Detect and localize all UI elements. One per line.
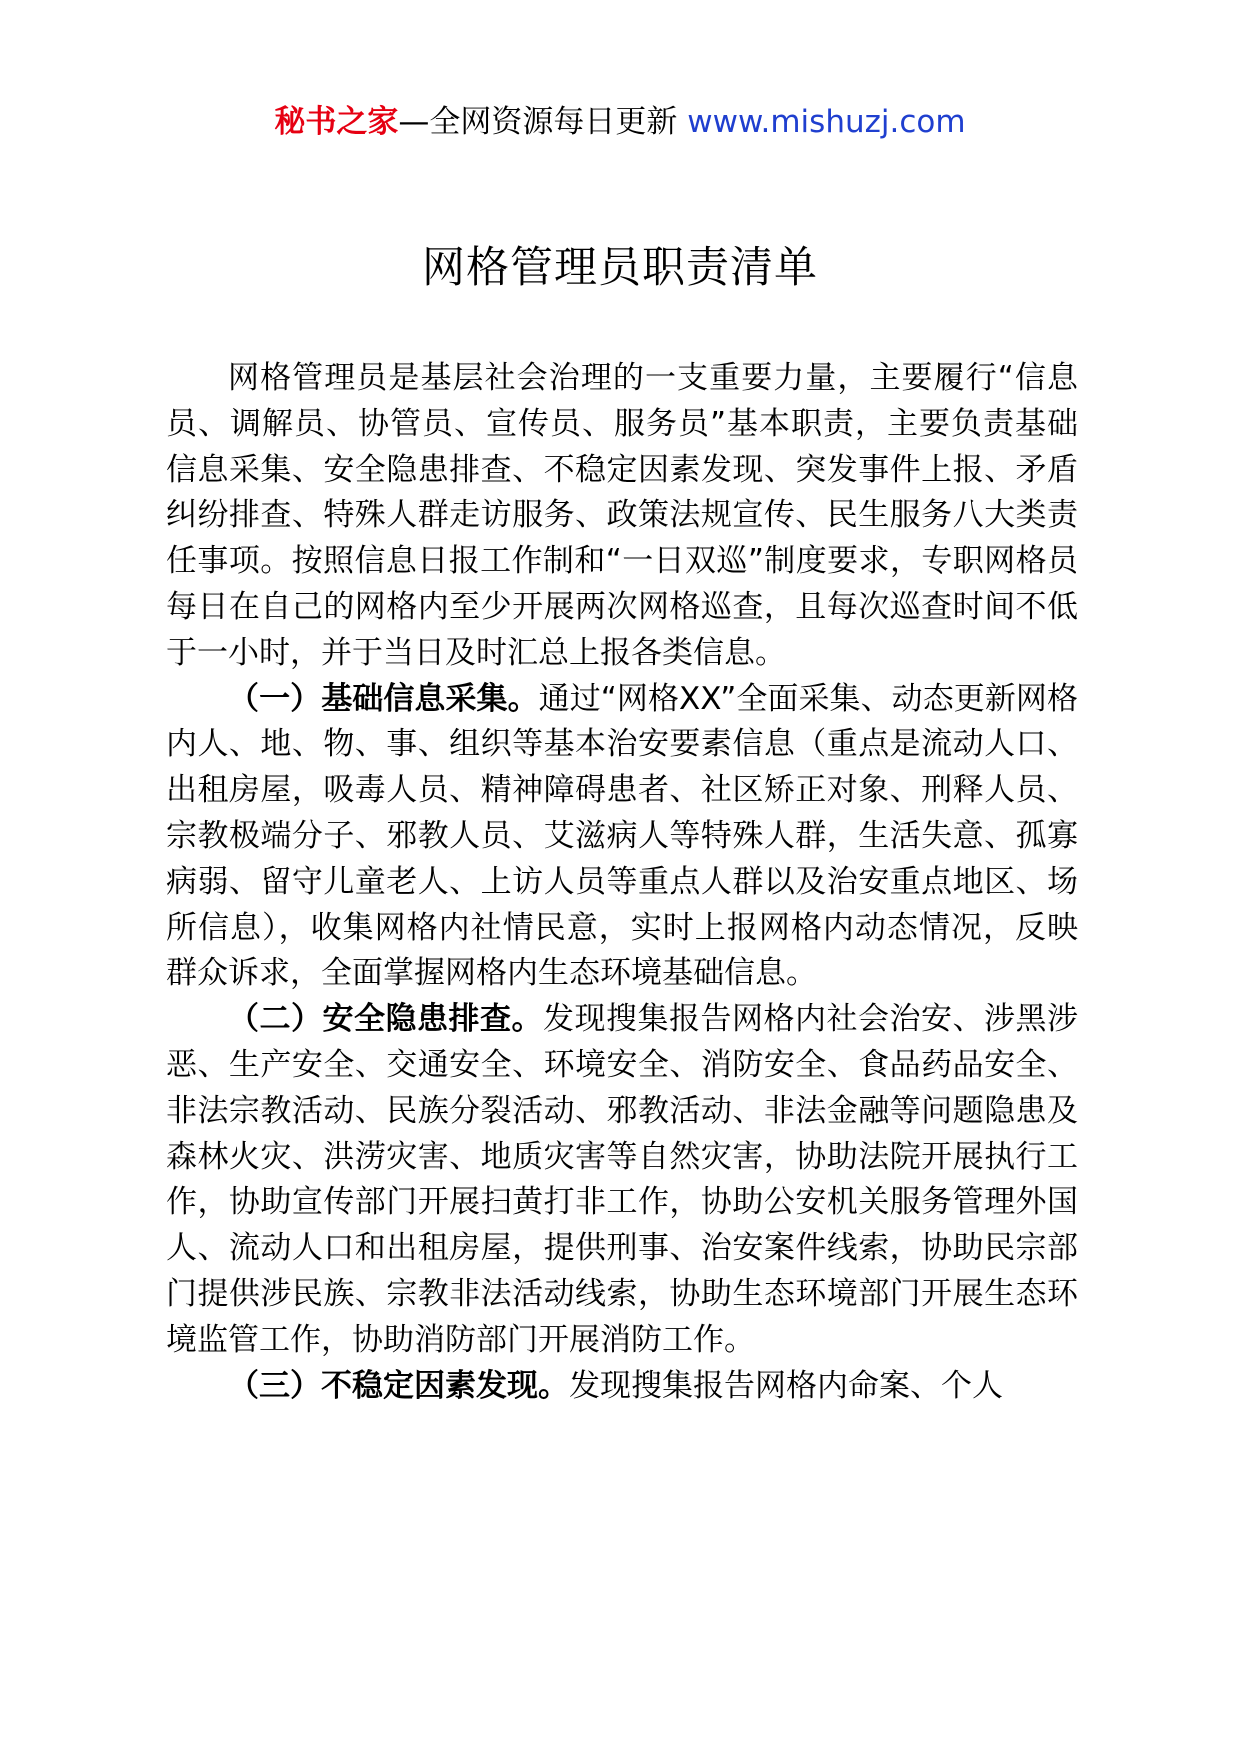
- paragraph-text: 发现搜集报告网格内命案、个人: [569, 1367, 1003, 1404]
- site-url-link[interactable]: www.mishuzj.com: [687, 104, 966, 140]
- site-tagline: —全网资源每日更新: [398, 104, 678, 140]
- site-brand: 秘书之家: [274, 104, 399, 140]
- section-heading: （一）基础信息采集。: [228, 680, 539, 717]
- site-header: [0, 100, 1240, 144]
- paragraph-text: 网格管理员是基层社会治理的一支重要力量，主要履行“信息员、调解员、协管员、宣传员、服务员”基本职责，主要负责基础信息采集、安全隐患排查、不稳定因素发现、突发事件上报、矛盾纠纷排查、特殊人群走访服务、政策法规宣传、民生服务八大类责任事项。按照信息日报工作制和“一日双巡”制度要求，专职网格员每日在自己的网格内至少开展两次网格巡查，且每次巡查时间不低于一小时，并于当日及时汇总上报各类信息。: [166, 360, 1078, 671]
- paragraph-text: 通过“网格XX”全面采集、动态更新网格内人、地、物、事、组织等基本治安要素信息（重点是流动人口、出租房屋，吸毒人员、精神障碍患者、社区矫正对象、刑释人员、宗教极端分子、邪教人员、艾滋病人等特殊人群，生活失意、孤寡病弱、留守儿童老人、上访人员等重点人群以及治安重点地区、场所信息），收集网格内社情民意，实时上报网格内动态情况，反映群众诉求，全面掌握网格内生态环境基础信息。: [166, 680, 1078, 992]
- paragraph-intro: [166, 356, 1078, 677]
- section-heading: （二）安全隐患排查。: [228, 1001, 543, 1038]
- paragraph-section-1: [166, 677, 1078, 998]
- paragraph-section-3: [166, 1364, 1078, 1410]
- document-body: [166, 356, 1078, 1409]
- document-title: 网格管理员职责清单: [422, 243, 818, 293]
- paragraph-section-2: [166, 997, 1078, 1363]
- paragraph-text: 发现搜集报告网格内社会治安、涉黑涉恶、生产安全、交通安全、环境安全、消防安全、食品药品安全、非法宗教活动、民族分裂活动、邪教活动、非法金融等问题隐患及森林火灾、洪涝灾害、地质灾害等自然灾害，协助法院开展执行工作，协助宣传部门开展扫黄打非工作，协助公安机关服务管理外国人、流动人口和出租房屋，提供刑事、治安案件线索，协助民宗部门提供涉民族、宗教非法活动线索，协助生态环境部门开展生态环境监管工作，协助消防部门开展消防工作。: [166, 1001, 1078, 1358]
- section-heading: （三）不稳定因素发现。: [228, 1367, 569, 1404]
